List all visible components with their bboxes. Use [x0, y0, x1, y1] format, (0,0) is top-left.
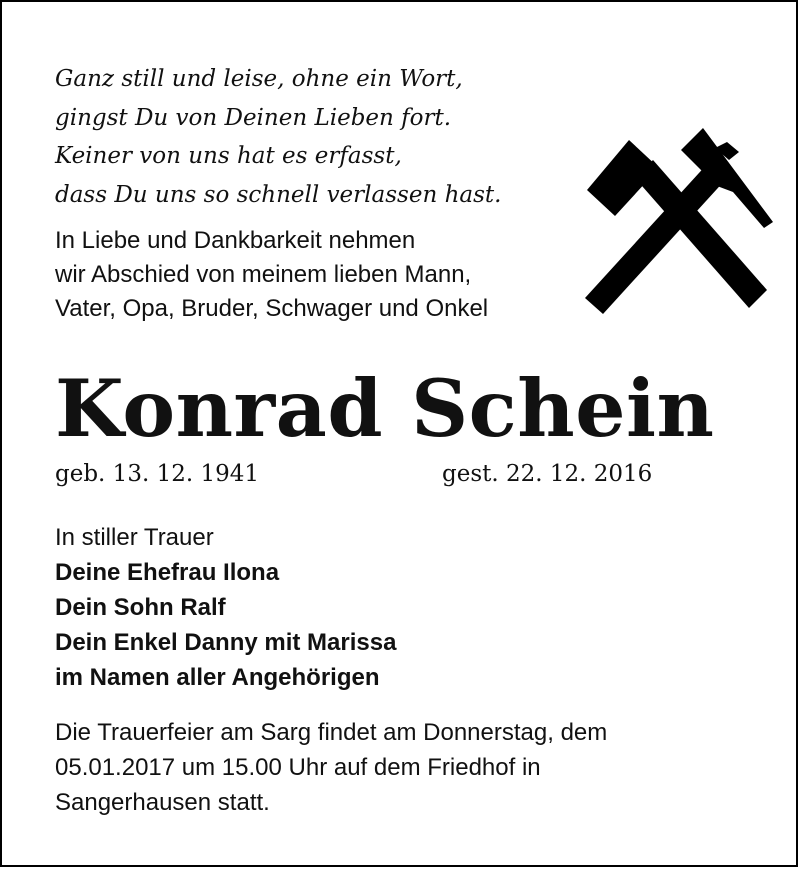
intro-line: In Liebe und Dankbarkeit nehmen [55, 227, 416, 254]
poem-line: Ganz still und leise, ohne ein Wort, [55, 66, 463, 92]
mourner-name: Dein Sohn Ralf [55, 594, 226, 621]
poem-line: dass Du uns so schnell verlassen hast. [55, 181, 502, 208]
birth-date: geb. 13. 12. 1941 [55, 461, 259, 487]
death-date: gest. 22. 12. 2016 [442, 461, 653, 487]
service-line: 05.01.2017 um 15.00 Uhr auf dem Friedhof in [55, 754, 541, 781]
intro-line: Vater, Opa, Bruder, Schwager und Onkel [55, 295, 489, 322]
crossed-hammers-icon [577, 120, 777, 325]
service-line: Sangerhausen statt. [55, 789, 270, 816]
intro-line: wir Abschied von meinem lieben Mann, [55, 261, 472, 288]
mourners-block [55, 520, 396, 695]
poem-line: Keiner von uns hat es erfasst, [55, 143, 402, 169]
mourners-intro: In stiller Trauer [55, 524, 214, 551]
mourner-name: Deine Ehefrau Ilona [55, 559, 280, 586]
intro-text [55, 224, 488, 326]
poem [55, 60, 501, 214]
hammer-head-shape [587, 140, 659, 216]
poem-line: gingst Du von Deinen Lieben fort. [55, 104, 452, 131]
service-line: Die Trauerfeier am Sarg findet am Donnerstag, dem [55, 719, 608, 746]
mourner-name: im Namen aller Angehörigen [55, 664, 380, 691]
funeral-service-info [55, 715, 607, 820]
deceased-name: Konrad Schein [55, 362, 715, 455]
mourner-name: Dein Enkel Danny mit Marissa [55, 629, 397, 656]
